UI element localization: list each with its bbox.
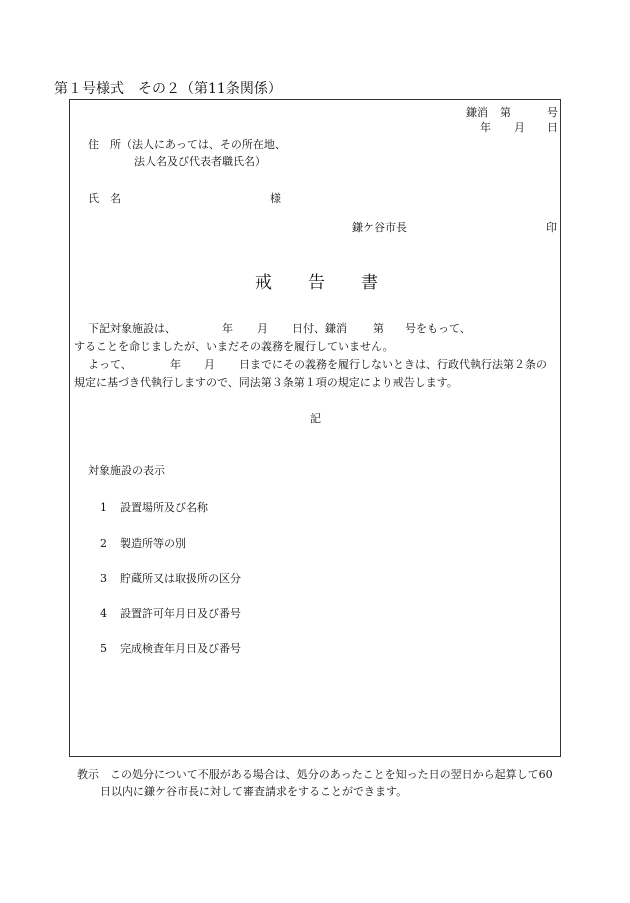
item-label: 設置許可年月日及び番号 — [120, 607, 241, 620]
date-day: 日 — [547, 121, 558, 134]
doc-number-prefix: 鎌消 — [466, 106, 488, 119]
doc-number-go: 号 — [547, 106, 558, 119]
address-label-line2: 法人名及び代表者職氏名） — [134, 155, 266, 168]
body-p1-month: 月 — [257, 322, 268, 335]
seal-mark: 印 — [546, 221, 557, 234]
item-number: 2 — [100, 537, 107, 550]
date-year: 年 — [480, 121, 491, 134]
doc-number-dai: 第 — [500, 106, 511, 119]
body-p1-start: 下記対象施設は、 — [88, 322, 176, 335]
body-p2-deadline: 日までにその義務を履行しないときは、行政代執行法第２条の — [239, 358, 547, 371]
item-label: 製造所等の別 — [120, 537, 186, 550]
title-char-1: 戒 — [255, 273, 272, 293]
body-p2-line2: 規定に基づき代執行しますので、同法第３条第１項の規定により戒告します。 — [74, 376, 458, 389]
appeal-notice-line1: 教示 この処分について不服がある場合は、処分のあったことを知った日の翌日から起算して60 — [77, 768, 553, 781]
document-frame — [69, 99, 561, 757]
item-number: 4 — [100, 607, 107, 620]
body-p1-dai: 第 — [373, 322, 384, 335]
body-p1-go: 号をもって、 — [405, 322, 471, 335]
body-p1-day: 日付、鎌消 — [292, 322, 347, 335]
address-label: 住 所（法人にあっては、その所在地、 — [88, 138, 286, 151]
form-number-label: 第１号様式 その２（第11条関係） — [54, 81, 282, 97]
item-number: 3 — [100, 572, 107, 585]
body-p2-start: よって、 — [88, 358, 132, 371]
ki-heading: 記 — [310, 412, 321, 425]
item-number: 5 — [100, 642, 107, 655]
body-p2-year: 年 — [170, 358, 181, 371]
body-p1-year: 年 — [222, 322, 233, 335]
facility-heading: 対象施設の表示 — [88, 464, 165, 477]
item-number: 1 — [100, 501, 107, 514]
title-char-2: 告 — [308, 273, 325, 293]
appeal-notice-line2: 日以内に鎌ケ谷市長に対して審査請求をすることができます。 — [100, 785, 408, 798]
date-month: 月 — [514, 121, 525, 134]
body-p2-month: 月 — [204, 358, 215, 371]
item-label: 貯蔵所又は取扱所の区分 — [120, 572, 241, 585]
body-p1-line2: することを命じましたが、いまだその義務を履行していません。 — [74, 340, 394, 353]
item-label: 設置場所及び名称 — [120, 501, 208, 514]
item-label: 完成検査年月日及び番号 — [120, 642, 241, 655]
honorific-sama: 様 — [270, 192, 281, 205]
issuer-title: 鎌ケ谷市長 — [352, 221, 407, 234]
title-char-3: 書 — [361, 273, 378, 293]
name-label: 氏 名 — [88, 192, 121, 205]
